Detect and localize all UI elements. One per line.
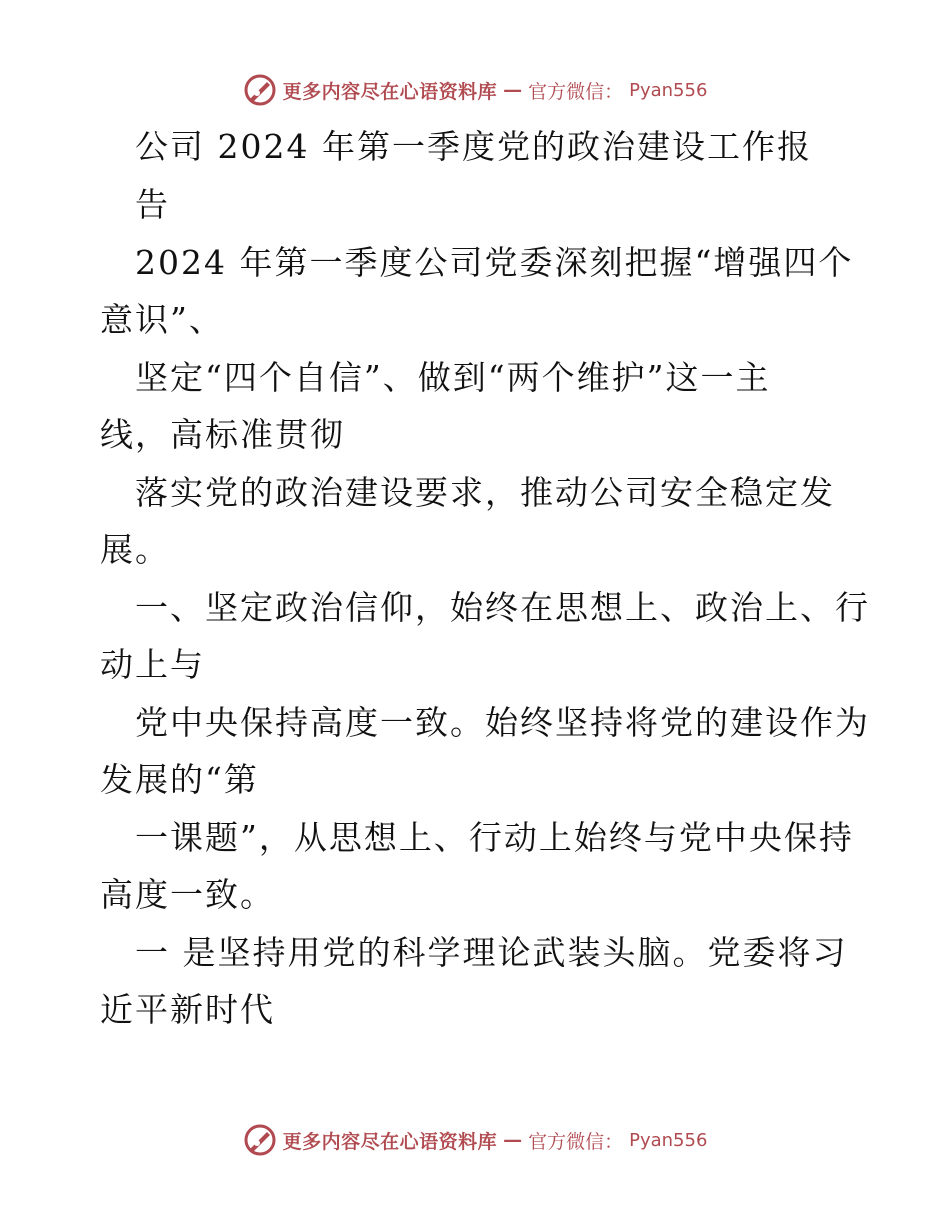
paragraph-line: 动上与 bbox=[100, 645, 205, 684]
paragraph-line: 发展的“第 bbox=[100, 760, 259, 799]
watermark-wechat-id: Pyan556 bbox=[629, 1129, 708, 1151]
paragraph-line: 一 是坚持用党的科学理论武装头脑。党委将习 bbox=[135, 933, 848, 972]
paragraph-line: 2024 年第一季度公司党委深刻把握“增强四个 bbox=[135, 243, 854, 282]
watermark-wechat-label: 官方微信： bbox=[528, 80, 624, 103]
watermark-wechat-label: 官方微信： bbox=[528, 1130, 624, 1153]
paragraph-line: 一、坚定政治信仰，始终在思想上、政治上、行 bbox=[135, 588, 870, 627]
paragraph-line: 高度一致。 bbox=[100, 875, 275, 914]
paragraph-line: 线，高标准贯彻 bbox=[100, 415, 345, 454]
paragraph-line: 一课题”，从思想上、行动上始终与党中央保持 bbox=[135, 818, 854, 857]
watermark-separator: — bbox=[503, 1129, 523, 1151]
paragraph-line: 党中央保持高度一致。始终坚持将党的建设作为 bbox=[135, 703, 870, 742]
pen-logo-icon bbox=[243, 1123, 277, 1157]
paragraph-line: 意识”、 bbox=[100, 300, 224, 339]
watermark-wechat-id: Pyan556 bbox=[629, 79, 708, 101]
footer-watermark bbox=[0, 1120, 950, 1160]
paragraph-line: 近平新时代 bbox=[100, 990, 275, 1029]
watermark-text: 更多内容尽在心语资料库 bbox=[282, 80, 498, 103]
watermark-text: 更多内容尽在心语资料库 bbox=[282, 1130, 498, 1153]
header-watermark bbox=[0, 70, 950, 110]
paragraph-line: 落实党的政治建设要求，推动公司安全稳定发 bbox=[135, 473, 835, 512]
document-title-line-2: 告 bbox=[135, 185, 170, 224]
paragraph-line: 坚定“四个自信”、做到“两个维护”这一主 bbox=[135, 358, 771, 397]
watermark-separator: — bbox=[503, 79, 523, 101]
document-title-line-1: 公司 2024 年第一季度党的政治建设工作报 bbox=[135, 127, 812, 166]
pen-logo-icon bbox=[243, 73, 277, 107]
paragraph-line: 展。 bbox=[100, 530, 170, 569]
